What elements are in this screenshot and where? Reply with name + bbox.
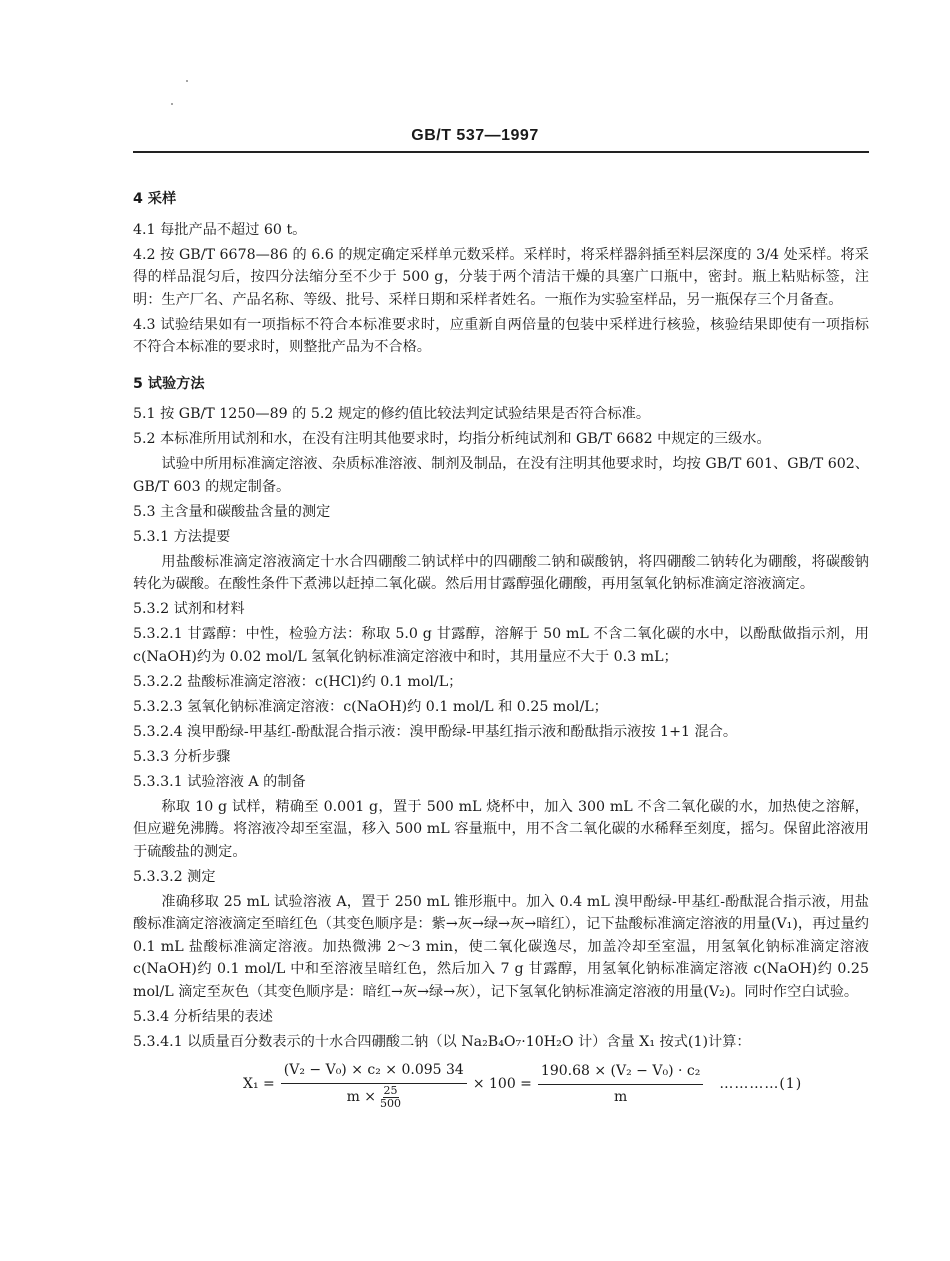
formula-numerator-1: (V₂ − V₀) × c₂ × 0.095 34 [281, 1059, 467, 1084]
formula-fraction-2 [538, 1060, 703, 1108]
header-rule [133, 151, 869, 153]
formula-denominator-m: m × [346, 1088, 377, 1105]
clause-5-3-3-1-paragraph: 称取 10 g 试样，精确至 0.001 g，置于 500 mL 烧杯中，加入 300 mL 不含二氧化碳的水，加热使之溶解，但应避免沸腾。将溶液冷却至室温，移入 500 mL 容量瓶中，用不含二氧化碳的水稀释至刻度，摇匀。保留此溶液用于硫酸盐的测定。 [133, 798, 869, 860]
formula-numerator-2: 190.68 × (V₂ − V₀) · c₂ [538, 1060, 703, 1085]
clause-4-3: 4.3 试验结果如有一项指标不符合本标准要求时，应重新自两倍量的包装中采样进行核验，核验结果即使有一项指标不符合本标准的要求时，则整批产品为不合格。 [133, 316, 869, 355]
clause-5-3-3: 5.3.3 分析步骤 [133, 748, 231, 765]
clause-5-3-1: 5.3.1 方法提要 [133, 528, 231, 545]
clause-4-2: 4.2 按 GB/T 6678—86 的 6.6 的规定确定采样单元数采样。采样时，将采样器斜插至料层深度的 3/4 处采样。将采得的样品混匀后，按四分法缩分至不少于 500 g，分装于两个清洁干燥的具塞广口瓶中，密封。瓶上粘贴标签，注明：生产厂名、产品名称、等级、批号、采样日期和采样者姓名。一瓶作为实验室样品，另一瓶保存三个月备查。 [133, 246, 869, 308]
formula-1 [133, 1059, 869, 1110]
section-4-heading: 4 采样 [133, 191, 177, 207]
formula-sub-fraction [380, 1085, 401, 1110]
clause-5-2: 5.2 本标准所用试剂和水，在没有注明其他要求时，均指分析纯试剂和 GB/T 6682 中规定的三级水。 [133, 431, 771, 447]
clause-5-1: 5.1 按 GB/T 1250—89 的 5.2 规定的修约值比较法判定试验结果是否符合标准。 [133, 406, 651, 422]
clause-5-3-2-4: 5.3.2.4 溴甲酚绿-甲基红-酚酞混合指示液：溴甲酚绿-甲基红指示液和酚酞指示液按 1+1 混合。 [133, 723, 738, 740]
clause-5-3-4-1: 5.3.4.1 以质量百分数表示的十水合四硼酸二钠（以 Na₂B₄O₇·10H₂O 计）含量 X₁ 按式(1)计算： [133, 1033, 751, 1050]
clause-5-3-3-2-paragraph: 准确移取 25 mL 试验溶液 A，置于 250 mL 锥形瓶中。加入 0.4 mL 溴甲酚绿-甲基红-酚酞混合指示液，用盐酸标准滴定溶液滴定至暗红色（其变色顺序是：紫→灰→绿→灰→暗红），记下盐酸标准滴定溶液的用量(V₁)，再过量约 0.1 mL 盐酸标准滴定溶液。加热微沸 2～3 min，使二氧化碳逸尽，加盖冷却至室温，用氢氧化钠标准滴定溶液 c(NaOH)约 0.1 mol/L 中和至溶液呈暗红色，然后加入 7 g 甘露醇，用氢氧化钠标准滴定溶液 c(NaOH)约 0.25 mol/L 滴定至灰色（其变色顺序是：暗红→灰→绿→灰），记下氢氧化钠标准滴定溶液的用量(V₂)。同时作空白试验。 [133, 893, 869, 1000]
formula-sub-denominator: 500 [380, 1096, 402, 1110]
scan-speck [186, 80, 188, 82]
formula-times-100: × 100 = [472, 1076, 532, 1092]
formula-lhs: X₁ = [243, 1076, 275, 1092]
document-body [133, 182, 869, 1110]
clause-5-3-3-2: 5.3.3.2 测定 [133, 868, 216, 885]
clause-5-3-2-2: 5.3.2.2 盐酸标准滴定溶液：c(HCl)约 0.1 mol/L； [133, 673, 463, 690]
formula-denominator-1 [347, 1084, 401, 1110]
clause-5-3-3-1: 5.3.3.1 试验溶液 A 的制备 [133, 773, 306, 790]
scan-speck [171, 103, 173, 105]
clause-4-1: 4.1 每批产品不超过 60 t。 [133, 221, 307, 238]
formula-denominator-2: m [613, 1088, 628, 1105]
clause-5-3-1-paragraph: 用盐酸标准滴定溶液滴定十水合四硼酸二钠试样中的四硼酸二钠和碳酸钠，将四硼酸二钠转化为硼酸，将碳酸钠转化为碳酸。在酸性条件下煮沸以赶掉二氧化碳。然后用甘露醇强化硼酸，再用氢氧化钠标准滴定溶液滴定。 [133, 553, 869, 592]
formula-sub-numerator: 25 [383, 1083, 398, 1097]
clause-5-3-2-1: 5.3.2.1 甘露醇：中性，检验方法：称取 5.0 g 甘露醇，溶解于 50 mL 不含二氧化碳的水中，以酚酞做指示剂，用 c(NaOH)约为 0.02 mol/L 氢氧化钠标准滴定溶液中和时，其用量应不大于 0.3 mL； [133, 626, 869, 665]
formula-fraction-1 [281, 1059, 467, 1110]
section-5-heading: 5 试验方法 [133, 375, 205, 392]
clause-5-3-2-3: 5.3.2.3 氢氧化钠标准滴定溶液：c(NaOH)约 0.1 mol/L 和 0.25 mol/L； [133, 698, 608, 715]
clause-5-3-2: 5.3.2 试剂和材料 [133, 601, 245, 617]
clause-5-2-paragraph: 试验中所用标准滴定溶液、杂质标准溶液、制剂及制品，在没有注明其他要求时，均按 GB/T 601、GB/T 602、GB/T 603 的规定制备。 [133, 456, 869, 495]
clause-5-3: 5.3 主含量和碳酸盐含量的测定 [133, 503, 331, 520]
formula-equation-number: …………(1) [719, 1076, 803, 1092]
standard-header: GB/T 537—1997 [411, 127, 539, 144]
clause-5-3-4: 5.3.4 分析结果的表述 [133, 1008, 273, 1025]
